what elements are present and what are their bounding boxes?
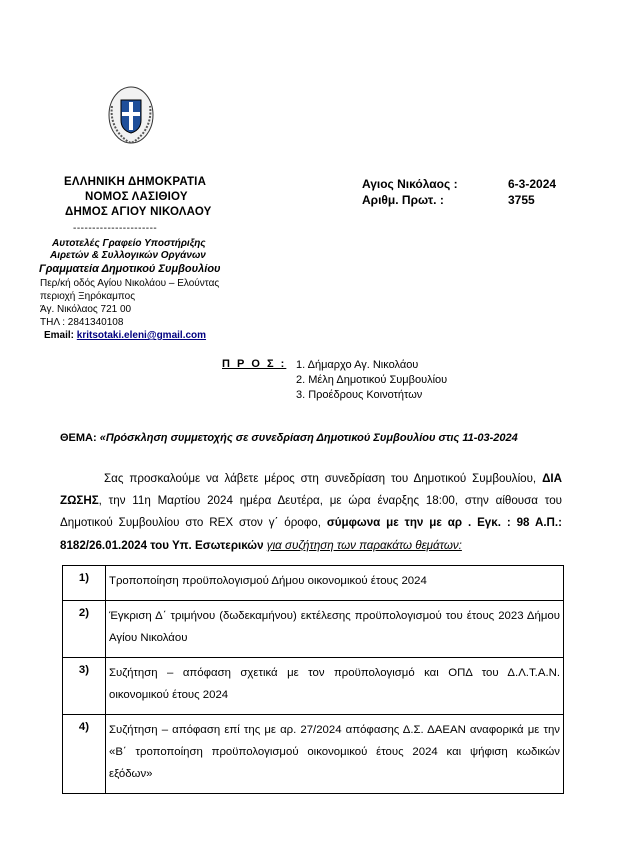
agenda-number: 1) [63, 566, 106, 601]
phone-line: ΤΗΛ : 2841340108 [40, 317, 124, 328]
address-line-1: Περ/κή οδός Αγίου Νικολάου – Ελούντας [40, 278, 220, 289]
body-text-2: , την 11η Μαρτίου 2024 ημέρα Δευτέρα, με ώρα έναρξης 18:00, στην αίθουσα του Δημοτικού Συμβουλίου στο REX στον γ΄ όροφο, [60, 494, 562, 530]
agenda-row [63, 658, 564, 715]
place-label: Αγιος Νικόλαος : [362, 177, 458, 191]
agenda-number: 4) [63, 715, 106, 794]
body-circular-ref: σύμφωνα με την με αρ . Εγκ. : 98 Α.Π.: 8182/26.01.2024 του Υπ. Εσωτερικών [60, 516, 562, 552]
agenda-text: Τροποποίηση προϋπολογισμού Δήμου οικονομικού έτους 2024 [106, 566, 564, 601]
agenda-number: 2) [63, 601, 106, 658]
agenda-row [63, 601, 564, 658]
agenda-text: Συζήτηση – απόφαση επί της με αρ. 27/2024 απόφασης Δ.Σ. ΔΑΕΑΝ αναφορικά με την «Β΄ τροποποίηση προϋπολογισμού οικονομικού έτους 2024 και ψήφιση κωδικών εξόδων» [106, 715, 564, 794]
address-line-3: Άγ. Νικόλαος 721 00 [40, 304, 132, 315]
address-line-2: περιοχή Ξηρόκαμπος [40, 291, 136, 302]
prefecture-heading: ΝΟΜΟΣ ΛΑΣΙΘΙΟΥ [85, 191, 188, 203]
body-in-person: ΔΙΑ ΖΩΣΗΣ [60, 472, 562, 508]
agenda-row [63, 715, 564, 794]
email-line [44, 330, 206, 341]
agenda-row [63, 566, 564, 601]
email-label: Email: [44, 330, 75, 341]
recipient-1: 1. Δήμαρχο Αγ. Νικολάου [296, 359, 419, 371]
office-line-1: Αυτοτελές Γραφείο Υποστήριξης [52, 238, 206, 249]
recipients-label: Π Ρ Ο Σ : [222, 358, 287, 370]
body-agenda-intro: για συζήτηση των παρακάτω θεμάτων: [266, 538, 462, 552]
recipient-2: 2. Μέλη Δημοτικού Συμβουλίου [296, 374, 448, 386]
office-line-3: Γραμματεία Δημοτικού Συμβουλίου [39, 263, 221, 275]
protocol-label: Αριθμ. Πρωτ. : [362, 193, 444, 207]
subject-label: ΘΕΜΑ: [60, 432, 97, 444]
agenda-number: 3) [63, 658, 106, 715]
email-link[interactable]: kritsotaki.eleni@gmail.com [76, 330, 207, 341]
invitation-paragraph [60, 468, 562, 557]
agenda-text: Συζήτηση – απόφαση σχετικά με τον προϋπολογισμό και ΟΠΔ του Δ.Λ.Τ.Α.Ν. οικονομικού έτους 2024 [106, 658, 564, 715]
agenda-text: Έγκριση Δ΄ τριμήνου (δωδεκαμήνου) εκτέλεσης προϋπολογισμού του έτους 2023 Δήμου Αγίου Νικολάου [106, 601, 564, 658]
document-date: 6-3-2024 [508, 177, 557, 191]
country-heading: ΕΛΛΗΝΙΚΗ ΔΗΜΟΚΡΑΤΙΑ [64, 176, 207, 188]
header-separator: ---------------------- [73, 223, 158, 234]
office-line-2: Αιρετών & Συλλογικών Οργάνων [50, 250, 206, 261]
recipient-3: 3. Προέδρους Κοινοτήτων [296, 389, 423, 401]
hellenic-republic-emblem-icon [108, 86, 154, 146]
agenda-table [62, 565, 564, 794]
subject-text: «Πρόσκληση συμμετοχής σε συνεδρίαση Δημοτικού Συμβουλίου στις 11-03-2024 [99, 432, 518, 444]
municipality-heading: ΔΗΜΟΣ ΑΓΙΟΥ ΝΙΚΟΛΑΟΥ [65, 206, 212, 218]
subject-line [60, 432, 518, 444]
body-text-1: Σας προσκαλούμε να λάβετε μέρος στη συνεδρίαση του Δημοτικού Συμβουλίου, [104, 472, 543, 485]
protocol-number: 3755 [508, 193, 535, 207]
